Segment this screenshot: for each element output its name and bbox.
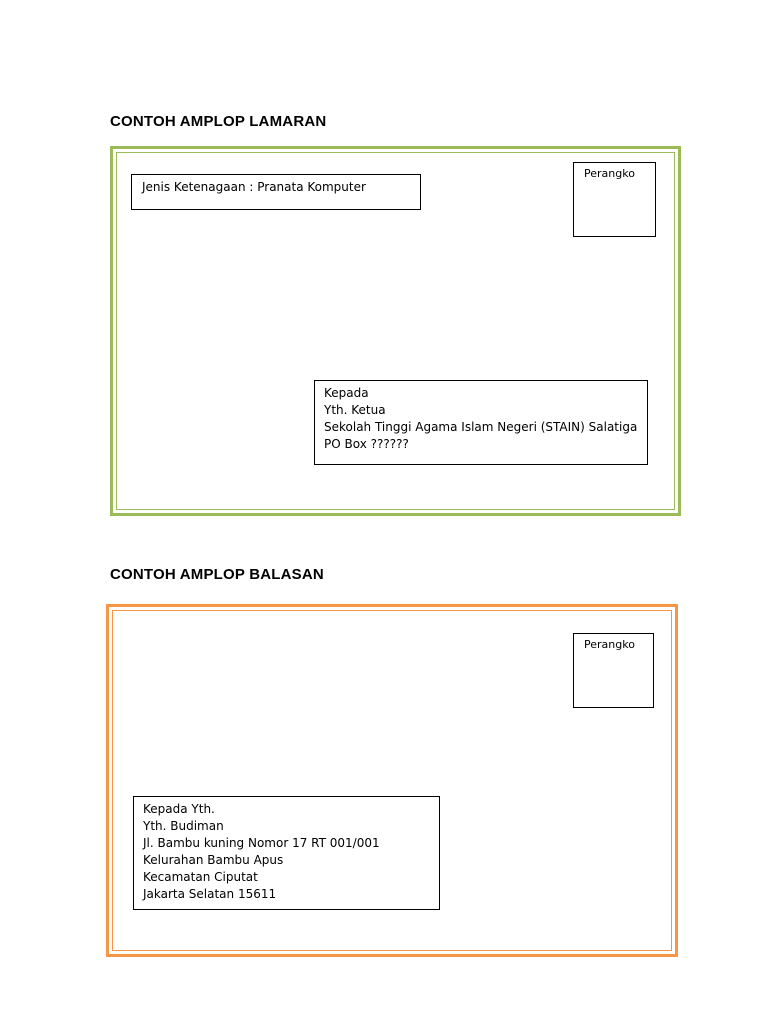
balasan-recipient-line: Kepada Yth.: [143, 802, 215, 816]
lamaran-stamp-label: Perangko: [584, 167, 635, 180]
lamaran-heading: CONTOH AMPLOP LAMARAN: [110, 113, 327, 130]
balasan-stamp-box: [573, 633, 654, 708]
balasan-recipient-line: Jakarta Selatan 15611: [143, 887, 277, 901]
balasan-recipient-line: Jl. Bambu kuning Nomor 17 RT 001/001: [143, 836, 380, 850]
lamaran-recipient-box: [314, 380, 648, 465]
lamaran-recipient-line: PO Box ??????: [324, 437, 409, 451]
lamaran-recipient-line: Yth. Ketua: [324, 403, 386, 417]
lamaran-recipient-line: Sekolah Tinggi Agama Islam Negeri (STAIN) Salatiga: [324, 420, 638, 434]
balasan-recipient-line: Kecamatan Ciputat: [143, 870, 258, 884]
balasan-recipient-box: [133, 796, 440, 910]
position-label-box: [131, 174, 421, 210]
balasan-heading: CONTOH AMPLOP BALASAN: [110, 566, 324, 583]
lamaran-recipient-line: Kepada: [324, 386, 369, 400]
balasan-stamp-label: Perangko: [584, 638, 635, 651]
position-label: Jenis Ketenagaan : Pranata Komputer: [142, 180, 366, 194]
balasan-recipient-line: Yth. Budiman: [143, 819, 224, 833]
lamaran-stamp-box: [573, 162, 656, 237]
balasan-recipient-line: Kelurahan Bambu Apus: [143, 853, 284, 867]
